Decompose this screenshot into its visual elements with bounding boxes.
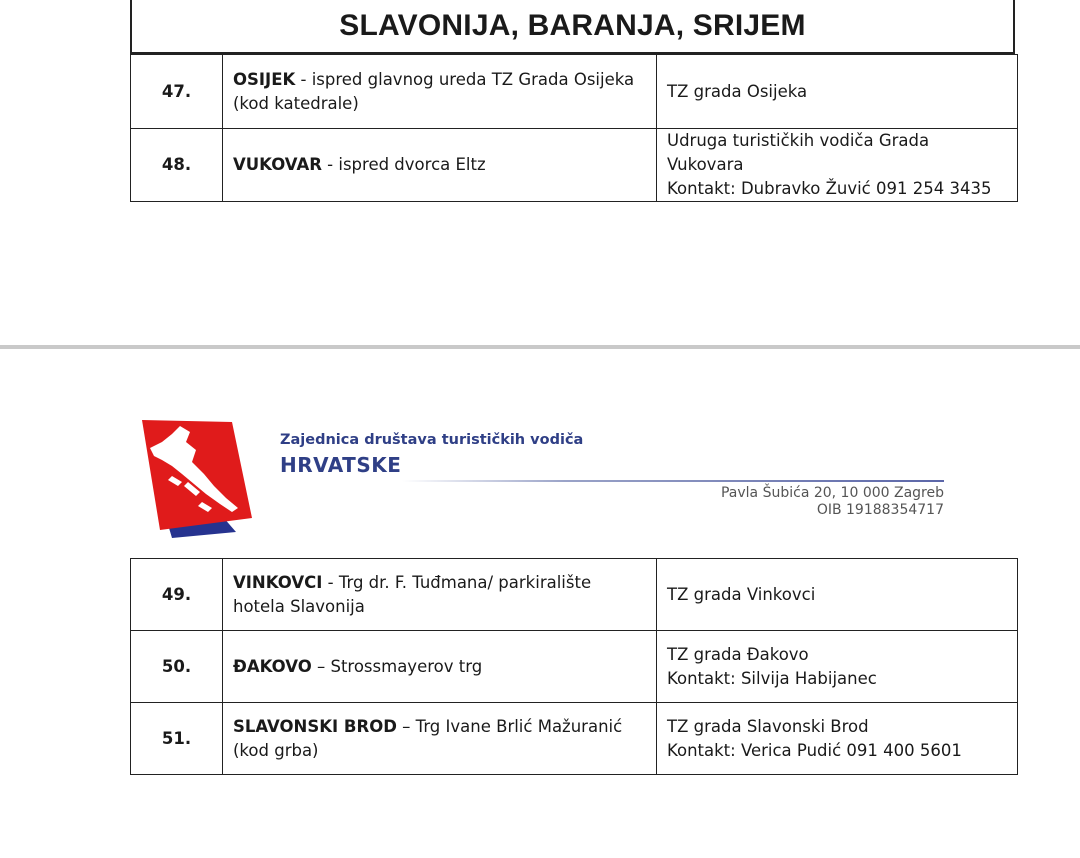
table-row [131, 129, 1018, 202]
location-detail: - ispred glavnog ureda TZ Grada Osijeka (kod katedrale) [233, 69, 635, 113]
location-detail: - ispred dvorca Eltz [321, 155, 486, 174]
page-divider [0, 345, 1080, 349]
address-line: Pavla Šubića 20, 10 000 Zagreb [720, 485, 944, 501]
contact-line: Kontakt: Verica Pudić 091 400 5601 [667, 740, 962, 760]
row-number: 47. [131, 55, 223, 129]
organizer-line: TZ grada Đakovo [667, 644, 809, 664]
organizer-line: TZ grada Slavonski Brod [667, 716, 869, 736]
place-name: ĐAKOVO [233, 656, 312, 676]
meeting-location [223, 631, 657, 703]
org-name: Zajednica društava turističkih vodiča [280, 432, 584, 448]
table-row [131, 631, 1018, 703]
guides-table-top [130, 54, 1018, 202]
org-address [721, 485, 944, 519]
organizer [657, 559, 1018, 631]
location-detail: – Trg Ivane Brlić Mažuranić (kod grba) [233, 716, 623, 760]
oib-line: OIB 19188354717 [816, 502, 944, 518]
region-title: SLAVONIJA, BARANJA, SRIJEM [130, 0, 1015, 54]
organizer-line: Udruga turističkih vodiča Grada Vukovara [667, 131, 930, 174]
location-detail: – Strossmayerov trg [311, 656, 483, 676]
association-logo [132, 412, 258, 538]
guides-table-bottom [130, 558, 1018, 775]
table-row [131, 55, 1018, 129]
table-row [131, 559, 1018, 631]
row-number: 50. [131, 631, 223, 703]
organizer-line: TZ grada Vinkovci [667, 584, 816, 604]
letterhead-rule [402, 480, 944, 482]
location-detail: - Trg dr. F. Tuđmana/ parkiralište hotela Slavonija [233, 572, 592, 616]
place-name: SLAVONSKI BROD [233, 716, 397, 736]
organizer [657, 129, 1018, 202]
row-number: 49. [131, 559, 223, 631]
row-number: 48. [131, 129, 223, 202]
organizer [657, 703, 1018, 775]
organizer [657, 631, 1018, 703]
meeting-location [223, 703, 657, 775]
meeting-location [223, 129, 657, 202]
place-name: VINKOVCI [233, 572, 323, 592]
organizer-line: TZ grada Osijeka [667, 81, 808, 101]
organizer [657, 55, 1018, 129]
meeting-location [223, 55, 657, 129]
org-country: HRVATSKE [280, 453, 402, 477]
contact-line: Kontakt: Silvija Habijanec [667, 668, 877, 688]
place-name: VUKOVAR [233, 155, 322, 174]
row-number: 51. [131, 703, 223, 775]
place-name: OSIJEK [233, 69, 296, 89]
table-row [131, 703, 1018, 775]
contact-line: Kontakt: Dubravko Žuvić 091 254 3435 [667, 179, 992, 198]
meeting-location [223, 559, 657, 631]
